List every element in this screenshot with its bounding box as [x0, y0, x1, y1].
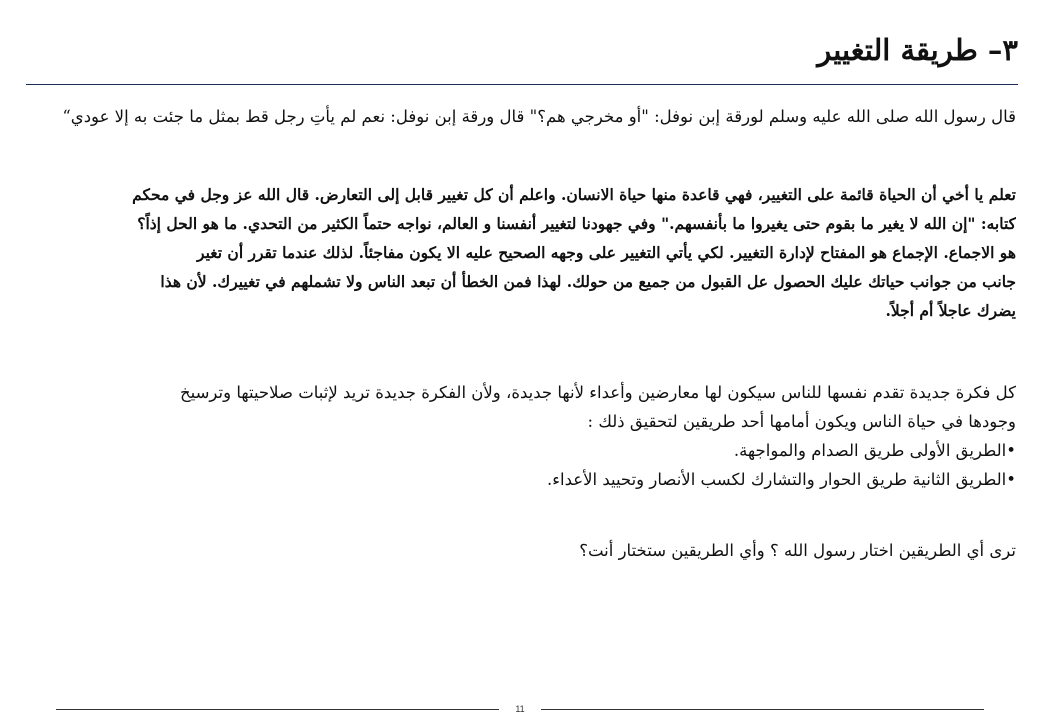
paragraph-line: هو الاجماع. الإجماع هو المفتاح لإدارة التغيير. لكي يأتي التغيير على وجهه الصحيح عليه الا يكون مفاجئاً. لذلك عندما تقرر أن تغير: [197, 243, 1016, 262]
closing-question: [24, 536, 1016, 566]
paragraph-line: كل فكرة جديدة تقدم نفسها للناس سيكون لها معارضين وأعداء لأنها جديدة، ولأن الفكرة جديدة تريد لإثبات صلاحيتها وترسيخ: [179, 383, 1016, 402]
paragraph-line: وجودها في حياة الناس ويكون أمامها أحد طريقين لتحقيق ذلك :: [587, 412, 1016, 431]
section-heading: ٣– طريقة التغيير: [817, 33, 1018, 67]
bullet-item-confrontation: •الطريق الأولى طريق الصدام والمواجهة.: [733, 441, 1016, 460]
quote-line: قال رسول الله صلى الله عليه وسلم لورقة إبن نوفل: "أو مخرجي هم؟" قال ورقة إبن نوفل: نعم لم يأتِ رجل قط بمثل ما جئت به إلا عودي“: [62, 107, 1016, 126]
footer-rule-right: [541, 709, 984, 710]
paragraph-line: يضرك عاجلاً أم أجلاً.: [885, 301, 1016, 320]
paragraph-intro: [24, 180, 1016, 325]
paragraph-line: كتابه: "إن الله لا يغير ما بقوم حتى يغيروا ما بأنفسهم." وفي جهودنا لتغيير أنفسنا و العالم، نواجه حتماً الكثير من التحدي. ما هو الحل إذاً؟: [137, 214, 1016, 233]
paragraph-line: جانب من جوانب حياتك عليك الحصول عل القبول من جميع من حولك. لهذا فمن الخطأ أن تبعد الناس ولا تشملهم في تغييرك. لأن هذا: [160, 272, 1016, 291]
question-line: ترى أي الطريقين اختار رسول الله ؟ وأي الطريقين ستختار أنت؟: [579, 541, 1016, 560]
page-footer: [56, 702, 984, 716]
page-number: 11: [515, 704, 525, 714]
heading-underline: [26, 84, 1018, 85]
paragraph-paths: [24, 378, 1016, 494]
hadith-quote: [24, 100, 1016, 134]
bullet-item-dialogue: •الطريق الثانية طريق الحوار والتشارك لكسب الأنصار وتحييد الأعداء.: [546, 470, 1016, 489]
paragraph-line: تعلم يا أخي أن الحياة قائمة على التغيير، فهي قاعدة منها حياة الانسان. واعلم أن كل تغيير قابل إلى التعارض. قال الله عز وجل في محكم: [132, 185, 1016, 204]
